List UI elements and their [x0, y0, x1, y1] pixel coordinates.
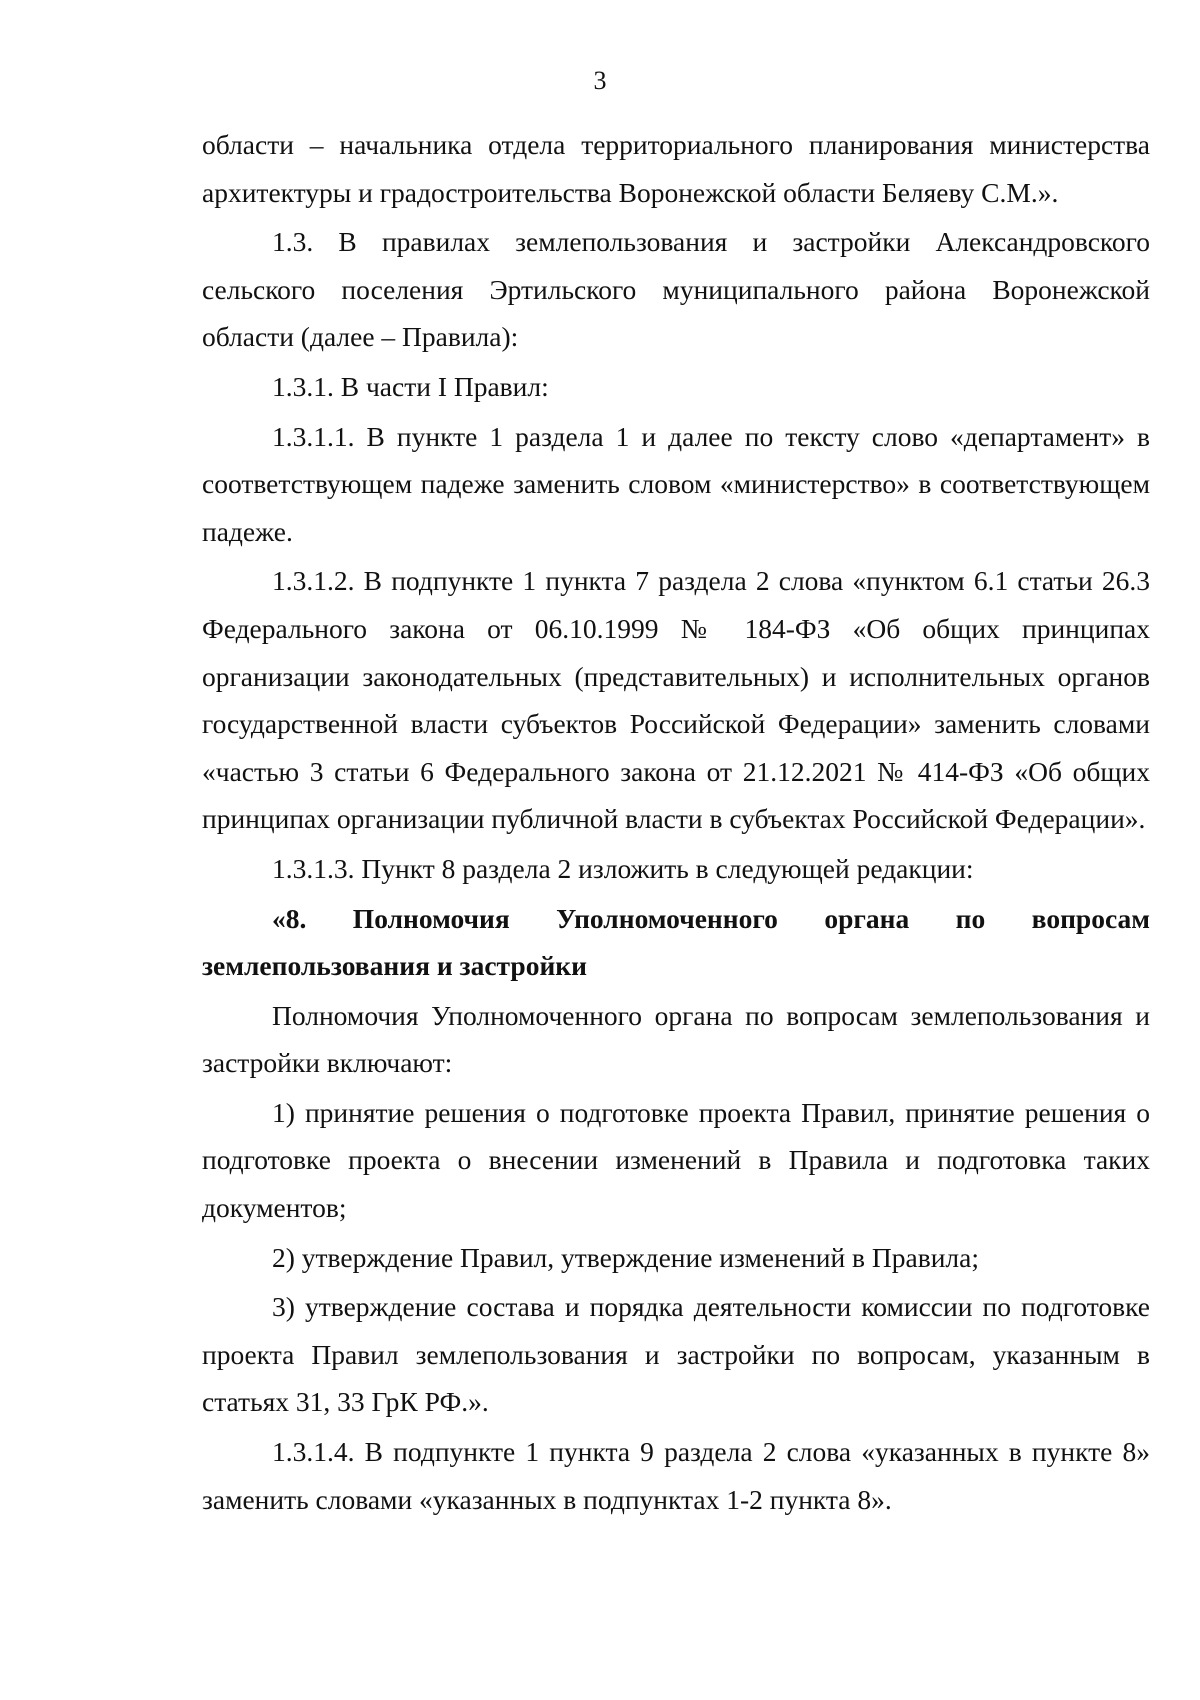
- section-heading-8: «8. Полномочия Уполномоченного органа по вопросам землепользования и застройки: [202, 902, 1150, 982]
- paragraph-1-3-1-4: 1.3.1.4. В подпункте 1 пункта 9 раздела 2 слова «указанных в пункте 8» заменить словами «указанных в подпунктах 1-2 пункта 8».: [202, 1436, 1150, 1515]
- list-item-1: 1) принятие решения о подготовке проекта Правил, принятие решения о подготовке проекта о внесении изменений в Правила и подготовка таких документов;: [202, 1096, 1150, 1224]
- paragraph-1-3-1: 1.3.1. В части I Правил:: [272, 370, 549, 402]
- page-number: 3: [593, 66, 607, 95]
- list-item-3: 3) утверждение состава и порядка деятельности комиссии по подготовке проекта Правил землепользования и застройки по вопросам, указанным в статьях 31, 33 ГрК РФ.».: [202, 1291, 1150, 1418]
- paragraph-1-3: 1.3. В правилах землепользования и застройки Александровского сельского поселения Эртильского муниципального района Воронежской области (далее – Правила):: [202, 226, 1150, 353]
- paragraph-continuation: области – начальника отдела территориального планирования министерства архитектуры и градостроительства Воронежской области Беляеву С.М.».: [202, 129, 1150, 208]
- document-body: [202, 121, 1150, 1523]
- paragraph-authority-intro: Полномочия Уполномоченного органа по вопросам землепользования и застройки включают:: [202, 999, 1150, 1079]
- paragraph-1-3-1-1: 1.3.1.1. В пункте 1 раздела 1 и далее по тексту слово «департамент» в соответствующем падеже заменить словом «министерство» в соответствующем падеже.: [202, 420, 1150, 547]
- list-item-2: 2) утверждение Правил, утверждение изменений в Правила;: [272, 1241, 979, 1273]
- paragraph-1-3-1-2: 1.3.1.2. В подпункте 1 пункта 7 раздела 2 слова «пунктом 6.1 статьи 26.3 Федерального закона от 06.10.1999 № 184-ФЗ «Об общих принципах организации законодательных (представительных) и исполнительных органов государственной власти субъектов Российской Федерации» заменить словами «частью 3 статьи 6 Федерального закона от 21.12.2021 № 414-ФЗ «Об общих принципах организации публичной власти в субъектах Российской Федерации».: [202, 565, 1150, 835]
- paragraph-1-3-1-3: 1.3.1.3. Пункт 8 раздела 2 изложить в следующей редакции:: [272, 852, 974, 884]
